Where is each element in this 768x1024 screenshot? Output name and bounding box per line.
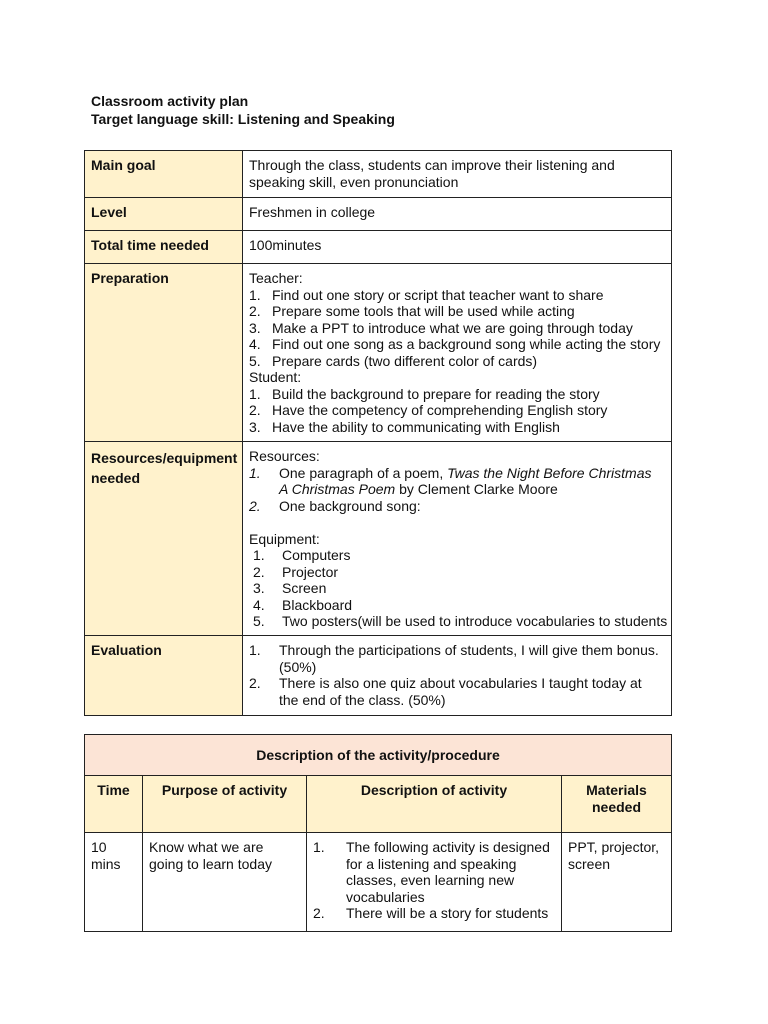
student-list <box>249 386 665 436</box>
student-heading: Student: <box>249 369 302 385</box>
header-description: Description of activity <box>307 776 562 833</box>
row-main-goal <box>85 151 672 198</box>
main-goal-value: Through the class, students can improve their listening and speaking skill, even pronunciation <box>243 151 672 198</box>
list-item: 1. Find out one story or script that teacher want to share <box>249 286 604 303</box>
document-title: Classroom activity plan <box>91 93 249 109</box>
level-value: Freshmen in college <box>243 198 672 231</box>
list-item: 4. Blackboard <box>253 596 353 613</box>
row-purpose: Know what we are going to learn today <box>143 833 307 932</box>
document-subtitle: Target language skill: Listening and Speaking <box>91 111 395 127</box>
total-time-label: Total time needed <box>85 231 243 264</box>
procedure-table <box>84 734 672 932</box>
list-item: 3. Make a PPT to introduce what we are going through today <box>249 319 633 336</box>
evaluation-value <box>243 636 672 716</box>
resources-heading: Resources: <box>249 448 320 464</box>
list-item: 4. Find out one song as a background song while acting the story <box>249 336 661 352</box>
preparation-label: Preparation <box>85 264 243 442</box>
header-materials: Materials needed <box>562 776 672 833</box>
row-materials: PPT, projector, screen <box>562 833 672 932</box>
list-item: 2. Have the competency of comprehending English story <box>249 402 608 418</box>
row-description <box>307 833 562 932</box>
equipment-list <box>249 547 668 630</box>
row-total-time <box>85 231 672 264</box>
list-item: 2. There is also one quiz about vocabularies I taught today at the end of the class. (50%) <box>249 675 642 708</box>
list-item: 3. Have the ability to communicating with English <box>249 418 560 435</box>
procedure-caption: Description of the activity/procedure <box>85 735 672 776</box>
header-purpose: Purpose of activity <box>143 776 307 833</box>
list-item: 2. Projector <box>253 563 339 580</box>
row-resources <box>85 442 672 636</box>
equipment-heading: Equipment: <box>249 530 320 547</box>
resources-list <box>249 465 665 515</box>
evaluation-label: Evaluation <box>85 636 243 716</box>
teacher-list <box>249 287 665 370</box>
list-item: 1. Build the background to prepare for reading the story <box>249 385 600 402</box>
list-item: 2. There will be a story for students <box>313 905 549 921</box>
poem-title: Twas the Night Before Christmas <box>447 464 652 481</box>
resources-value <box>243 442 672 636</box>
list-item: 1. One paragraph of a poem, Twas the Night Before Christmas A Christmas Poem by Clement Clarke Moore <box>249 464 652 497</box>
description-list <box>313 839 556 922</box>
poem-subtitle: A Christmas Poem <box>279 481 396 497</box>
row-preparation <box>85 264 672 442</box>
list-item: 1. Computers <box>253 547 351 563</box>
list-item: 1. Through the participations of students, I will give them bonus.(50%) <box>249 642 659 675</box>
main-goal-label: Main goal <box>85 151 243 198</box>
total-time-value: 100minutes <box>243 231 672 264</box>
list-item: 1. The following activity is designed for a listening and speaking classes, even learning new vocabularies <box>313 839 550 905</box>
list-item: 2. Prepare some tools that will be used while acting <box>249 303 575 319</box>
row-level <box>85 198 672 231</box>
procedure-caption-row <box>85 735 672 776</box>
list-item: 2. One background song: <box>249 497 421 514</box>
table-row <box>85 833 672 932</box>
activity-plan-table <box>84 150 672 716</box>
row-time: 10 mins <box>85 833 143 932</box>
header-time: Time <box>85 776 143 833</box>
list-item: 5. Prepare cards (two different color of cards) <box>249 352 538 369</box>
list-item: 5. Two posters(will be used to introduce vocabularies to students <box>253 613 668 629</box>
preparation-value <box>243 264 672 442</box>
resources-label: Resources/equipment needed <box>85 442 243 636</box>
row-evaluation <box>85 636 672 716</box>
list-item: 3. Screen <box>253 580 327 596</box>
level-label: Level <box>85 198 243 231</box>
evaluation-list <box>249 642 665 708</box>
procedure-header-row <box>85 776 672 833</box>
teacher-heading: Teacher: <box>249 270 303 286</box>
